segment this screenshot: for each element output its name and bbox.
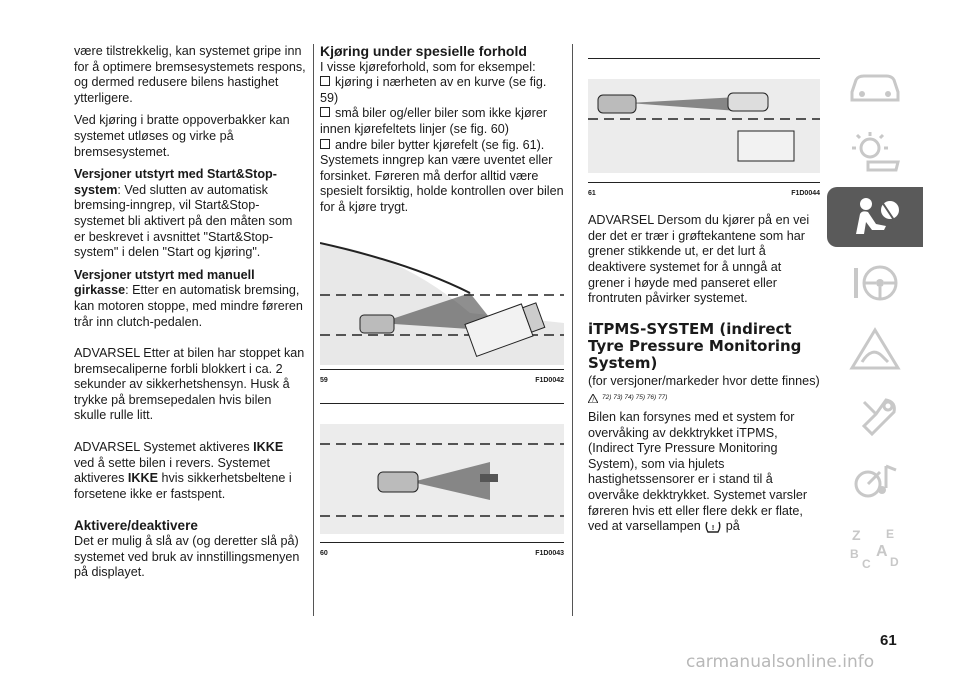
service-wrench-icon <box>846 392 904 438</box>
tab-lights[interactable] <box>827 121 923 181</box>
lane-change-illustration <box>588 59 820 177</box>
svg-text:!: ! <box>592 397 594 403</box>
figure-caption: 59 F1D0042 <box>320 377 564 385</box>
lights-icon <box>846 128 904 174</box>
tab-safety[interactable] <box>827 187 923 247</box>
column-divider <box>572 44 573 616</box>
tab-driving[interactable] <box>827 253 923 313</box>
figure-61 <box>588 58 820 201</box>
paragraph: (for versjoner/markeder hvor dette finnes) <box>588 373 820 388</box>
figure-caption: 60 F1D0043 <box>320 550 564 558</box>
paragraph: Bilen kan forsynes med et system for overvåking av dekktrykket iTPMS, (Indirect Tyre Pressure Monitoring System), som via hjulets hastighetssensorer er i stand til å overvåke dekktrykket. Systemet varsler føreren hvis ett eller flere dekk er flate, ved at varsellampen ! på <box>588 409 808 534</box>
warning-paragraph: ADVARSEL Dersom du kjører på en vei der det er trær i grøftekantene som har grener stikkende ut, er det lurt å deaktivere systemet for å unngå at grener i høyde med panseret eller frontruten påvirker systemet. <box>588 213 810 306</box>
watermark: carmanualsonline.info <box>686 652 875 672</box>
index-letter: E <box>886 527 895 541</box>
index-letter: C <box>862 557 871 570</box>
car-overview-icon <box>846 62 904 108</box>
curve-illustration <box>320 223 564 365</box>
index-letters-icon <box>846 524 904 570</box>
tab-car-overview[interactable] <box>827 55 923 115</box>
paragraph: være tilstrekkelig, kan systemet gripe inn for å optimere bremsesystemets respons, og dermed redusere bilens hastighet ytterligere. <box>74 44 306 105</box>
paragraph: I visse kjøreforhold, som for eksempel: <box>320 59 536 74</box>
multimedia-icon <box>846 458 904 504</box>
subheading-manual: Versjoner utstyrt med manuell girkasse <box>74 267 255 298</box>
svg-text:!: ! <box>712 524 715 532</box>
warning-paragraph: ADVARSEL Systemet aktiveres IKKE ved å sette bilen i revers. Systemet aktiveres IKKE hvis sikkerhetsbeltene i forsetene ikke er fastspent. <box>74 440 292 501</box>
column-middle <box>320 44 564 562</box>
tyre-pressure-warning-icon <box>704 520 722 534</box>
subheading-startstop: Versjoner utstyrt med Start&Stop-system <box>74 167 277 197</box>
warning-references: ! 72) 73) 74) 75) 76) 77) <box>588 390 820 406</box>
column-left <box>74 44 306 588</box>
paragraph-manual: Versjoner utstyrt med manuell girkasse: Etter en automatisk bremsing, kan motoren stoppe, med mindre føreren trår inn clutch-pedalen. <box>74 267 303 329</box>
list-item: små biler og/eller biler som ikke kjører innen kjørefeltets linjer (se fig. 60) <box>320 106 548 136</box>
bullet-list <box>320 75 564 153</box>
section-heading-tpms: iTPMS-SYSTEM (indirect Tyre Pressure Monitoring System) <box>588 319 802 372</box>
checkbox-bullet-icon <box>320 139 330 149</box>
warning-triangle-icon <box>588 394 598 403</box>
paragraph: Ved kjøring i bratte oppoverbakker kan systemet utløses og virke på bremsesystemet. <box>74 113 290 159</box>
tab-service[interactable] <box>827 385 923 445</box>
index-letter: A <box>876 543 888 560</box>
column-divider <box>313 44 314 616</box>
list-item: kjøring i nærheten av en kurve (se fig. 59) <box>320 75 547 105</box>
paragraph-startstop: Versjoner utstyrt med Start&Stop-system: Ved slutten av automatisk bremsing-inngrep, vil Start&Stop-systemet bli aktivert på den måten som er beskrevet i avsnittet "Start&Stop-system" i delen "Start og kjøring". <box>74 167 293 260</box>
paragraph: Systemets inngrep kan være uventet eller forsinket. Føreren må derfor alltid være spesielt forsiktig, holde kontrollen over bilen for å kjøre trygt. <box>320 153 564 214</box>
section-heading-activate: Aktivere/deaktivere <box>74 518 198 534</box>
small-vehicle-illustration <box>320 404 564 538</box>
figure-60 <box>320 403 564 562</box>
steering-wheel-icon <box>846 260 904 306</box>
tab-multimedia[interactable] <box>827 451 923 511</box>
index-letter: B <box>850 547 859 561</box>
tab-emergency[interactable] <box>827 319 923 379</box>
index-letter: Z <box>852 527 861 543</box>
figure-59 <box>320 223 564 389</box>
tab-index[interactable] <box>827 517 923 577</box>
paragraph: Det er mulig å slå av (og deretter slå på) systemet ved bruk av innstillingsmenyen på displayet. <box>74 534 300 580</box>
safety-airbag-icon <box>846 194 904 240</box>
section-heading: Kjøring under spesielle forhold <box>320 43 527 59</box>
figure-caption: 61 F1D0044 <box>588 189 820 197</box>
warning-paragraph: ADVARSEL Etter at bilen har stoppet kan bremsecaliperne forbli blokkert i ca. 2 sekunder av sikkerhetshensyn. Husk å trykke på bremsepedalen hvis bilen skulle rulle litt. <box>74 346 305 423</box>
checkbox-bullet-icon <box>320 76 330 86</box>
checkbox-bullet-icon <box>320 107 330 117</box>
index-letter: D <box>890 555 899 569</box>
column-right <box>588 58 820 542</box>
list-item: andre biler bytter kjørefelt (se fig. 61). <box>320 138 564 154</box>
chapter-navigation <box>827 55 923 583</box>
page-number: 61 <box>880 632 897 649</box>
warning-triangle-icon <box>846 326 904 372</box>
